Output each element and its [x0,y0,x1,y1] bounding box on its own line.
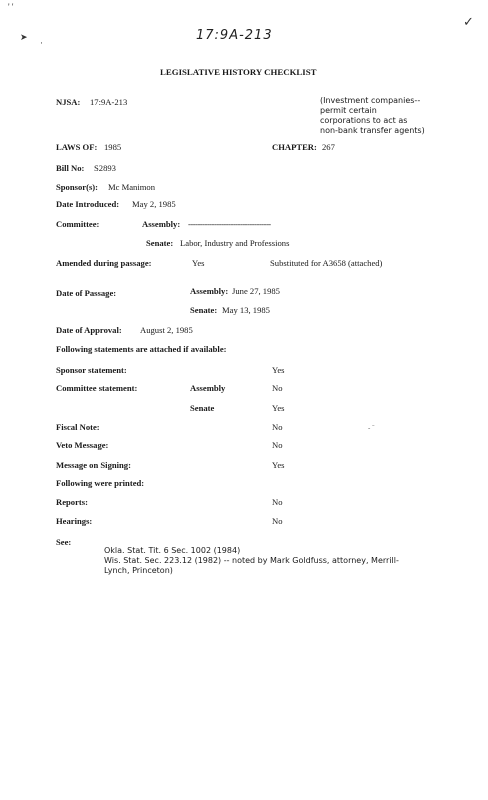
veto-message-label: Veto Message: [56,440,109,450]
statements-heading: Following statements are attached if available: [56,344,227,354]
description-line: corporations to act as [320,116,408,125]
reports-label: Reports: [56,497,88,507]
passage-senate-value: May 13, 1985 [222,305,270,315]
fiscal-note-value: No [272,422,283,432]
date-introduced-value: May 2, 1985 [132,199,176,209]
amended-note: Substituted for A3658 (attached) [270,258,383,268]
sponsor-statement-value: Yes [272,365,285,375]
committee-statement-senate-value: Yes [272,403,285,413]
bill-no-value: S2893 [94,163,116,173]
top-left-mark: ' ' [8,2,14,12]
committee-label: Committee: [56,219,100,229]
printed-heading: Following were printed: [56,478,145,488]
handwritten-statute-number: 17:9A-213 [196,28,273,43]
veto-message-value: No [272,440,283,450]
see-label: See: [56,537,72,547]
reports-value: No [272,497,283,507]
description-line: non-bank transfer agents) [320,126,425,135]
passage-assembly-value: June 27, 1985 [232,286,280,296]
see-reference-line: Lynch, Princeton) [104,566,173,575]
chapter-label: CHAPTER: [272,142,317,152]
passage-senate-label: Senate: [190,305,218,315]
page-title: LEGISLATIVE HISTORY CHECKLIST [160,67,317,77]
bill-no-label: Bill No: [56,163,85,173]
message-on-signing-value: Yes [272,460,285,470]
description-line: (Investment companies-- [320,96,421,105]
hearings-value: No [272,516,283,526]
message-on-signing-label: Message on Signing: [56,460,131,470]
committee-senate-label: Senate: [146,238,174,248]
committee-statement-assembly-label: Assembly [190,383,226,393]
dot-mark: · [40,38,43,48]
njsa-value: 17:9A-213 [90,97,128,107]
see-reference-line: Okla. Stat. Tit. 6 Sec. 1002 (1984) [104,546,241,555]
committee-assembly-value: ----------------------------------- [188,219,271,229]
laws-of-label: LAWS OF: [56,142,98,152]
approval-label: Date of Approval: [56,325,122,335]
hearings-label: Hearings: [56,516,93,526]
chapter-value: 267 [322,142,335,152]
committee-statement-label: Committee statement: [56,383,138,393]
sponsors-value: Mc Manimon [108,182,156,192]
njsa-label: NJSA: [56,97,81,107]
date-introduced-label: Date Introduced: [56,199,120,209]
sponsor-statement-label: Sponsor statement: [56,365,127,375]
description-line: permit certain [320,106,377,115]
see-reference-line: Wis. Stat. Sec. 223.12 (1982) -- noted by Mark Goldfuss, attorney, Merrill- [104,556,399,565]
amended-value: Yes [192,258,205,268]
description-block [320,96,470,136]
passage-label: Date of Passage: [56,288,117,298]
laws-of-value: 1985 [104,142,122,152]
committee-statement-senate-label: Senate [190,403,215,413]
committee-senate-value: Labor, Industry and Professions [180,238,290,248]
passage-assembly-label: Assembly: [190,286,229,296]
committee-statement-assembly-value: No [272,383,283,393]
arrow-mark: ➤ [20,32,28,42]
amended-label: Amended during passage: [56,258,152,268]
speck-mark: - ˉ [368,424,375,432]
fiscal-note-label: Fiscal Note: [56,422,100,432]
check-mark: ✓ [463,14,474,29]
committee-assembly-label: Assembly: [142,219,181,229]
sponsors-label: Sponsor(s): [56,182,99,192]
approval-value: August 2, 1985 [140,325,193,335]
